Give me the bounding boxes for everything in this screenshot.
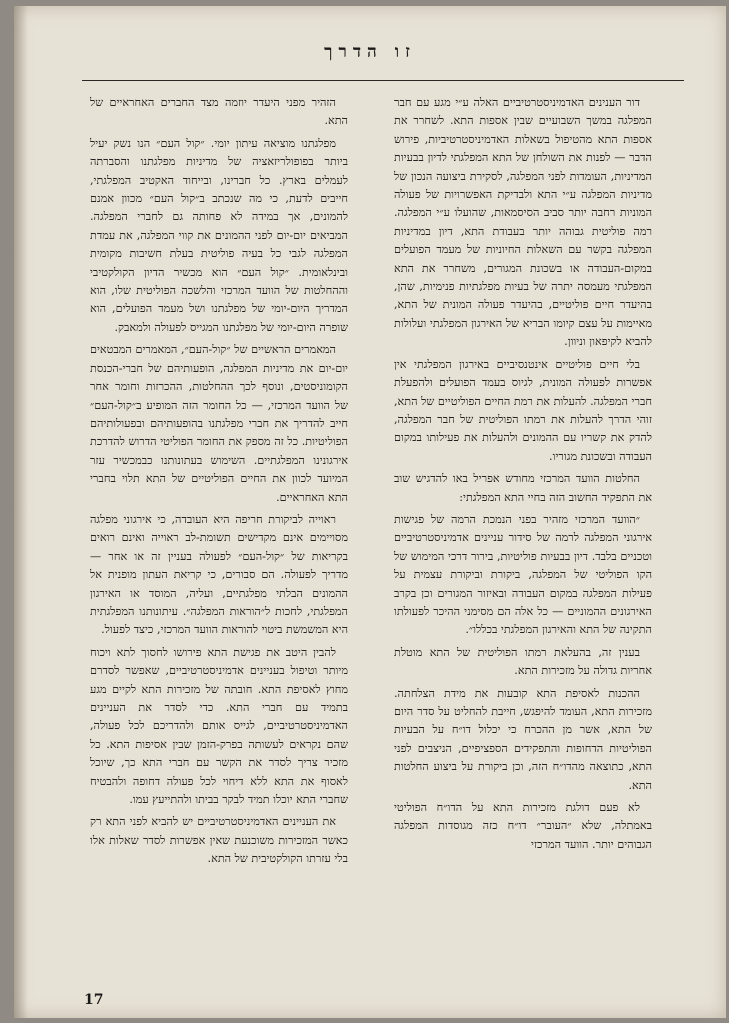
page-header <box>14 42 726 72</box>
paragraph: בלי חיים פוליטיים אינטנסיביים באירגון המפלגתי אין אפשרות לפעולה המונית, לגיוס בעמד הפועלים ולהפעלת חברי המפלגה. להעלות את רמת החיים הפוליטיים של התא, זוהי הדרך להעלות את רמתו הפוליטית של חבר המפלגה, להדק את קשריו עם ההמונים ולהעלות את פעילותו במקום העבודה ובשכונת מגוריו. <box>394 357 652 463</box>
paragraph: החלטות הוועד המרכזי מחודש אפריל באו להדגיש שוב את התפקיד החשוב הזה בחיי התא המפלגתי: <box>394 472 652 504</box>
paragraph: הזהיר מפני היעדר יוזמה מצד החברים האחראיים של התא. <box>90 96 348 128</box>
running-title: זו הדרך <box>324 42 416 62</box>
paragraph: ההכנות לאסיפת התא קובעות את מידת הצלחתה. מזכירות התא, העומד להיפגש, חייבת להחליט על סדר היום של התא, אשר מן ההכרח כי יכלול דו״ח על הבעיות הפוליטיות הדחופות והתפקידים הספציפיים, הניצבים לפני התא, כתוצאה מהדו״ח הזה, וכן ביקורת על ביצוע החלטות התא. <box>394 686 652 792</box>
left-column <box>90 94 348 924</box>
paragraph: לא פעם דולגת מזכירות התא על הדו״ח הפוליטי באמתלה, שלא ״העובר״ דו״ח כזה מגוסדות המפלגה הגבוהים יותר. הוועד המרכזי <box>394 801 652 851</box>
document-page <box>14 6 726 1018</box>
quote-paragraph: ״הוועד המרכזי מזהיר בפני הנמכת הרמה של פגישות אירגוני המפלגה לרמה של סידור עניינים אדמיניסטרטיביים וטכניים בלבד. דיון בבעיות פוליטיות, בירור דרכי המימוש של הקו הפוליטי של המפלגה, ביקורת וביקורת עצמית על פעילות המפלגה במקום העבודה ובאיזור המגורים וכן בקרב האירגונים ההמוניים — כל אלה הם מסימני ההיכר לפעולתו התקינה של התא והאירגון המפלגתי בכללו״. <box>394 512 652 637</box>
header-rule <box>82 80 684 81</box>
paragraph: ראוייה לביקורת חריפה היא העובדה, כי אירגוני מפלגה מסויימים אינם מקדישים תשומת-לב ראוייה ואינם רואים בקריאות של ״קול-העם״ לפעולה בעניין זה או אחר — מדריך לפעולה. הם סבורים, כי קריאת העתון מופנית אל ההמונים הבלתי מפלגתיים, ועליה, המוסד או האירגון המפלגתי, לחכות ל״הוראות המפלגה״. עיתונותנו המפלגתית היא המשמשת ביטוי להוראות הוועד המרכזי, כיצד לפעול. <box>90 512 348 637</box>
page-fold-shadow <box>14 6 28 1018</box>
paragraph: המאמרים הראשיים של ״קול-העם״, המאמרים המבטאים יום-יום את מדיניות המפלגה, הופעותיהם של חברי-הכנסת הקומוניסטים, ונוסף לכך ההחלטות, ההכרזות וחומר אחר של הוועד המרכזי, — כל החומר הזה המופיע ב״קול-העם״ חייב להדריך את חברי מפלגתנו בהופעותיהם ובפעולותיהם הפוליטיות. כל זה מספק את החומר הפוליטי הדרוש להדרכת אירגונינו המפלגתיים. השימוש בעתונותנו כבמכשיר עזר המיועד לכוון את החיים הפוליטיים של התא תלוי בחברי התא האחראיים. <box>90 343 348 504</box>
paragraph: דור הענינים האדמיניסטרטיביים האלה ע״י מגע עם חבר המפלגה במשך השבועיים שבין אספות התא. לשחרר את אספות התא מהטיפול בשאלות האדמיניסטרטיביות, פירוש הדבר — לפנות את השולחן של התא המפלגתי לדיון בבעיות המדיניות, העומדות לפני המפלגה, לסקירת ביצועה הנכון של מדיניות המפלגה ע״י התא ולבדיקת האפשרויות של פעולה המוניות רחבה יותר סביב הסיסמאות, שהועלו ע״י המפלגה. רמה פוליטית גבוהה יותר בעבודת התא, דיון במדיניות המפלגה בקשר עם השאלות החיוניות של מעמד הפועלים במקום-העבודה או בשכונת המגורים, משחרר את התא המפלגתי מעמסה יתרה של בעיות מפלגתיות פנימיות, שהן, בהיעדר חיים פוליטיים, בהיעדר פעולה המונית של התא, מאיימות על עצם קיומו הבריא של האירגון המפלגתי ועלולות להביא לקיפאון וניוון. <box>394 96 652 349</box>
right-column <box>394 94 652 1006</box>
page-number: 17 <box>84 992 104 1008</box>
paragraph: להבין היטב את פגישת התא פירושו לחסוך לתא ויכוח מיותר וטיפול בעניינים אדמיניסטרטיביים, שאפשר לסדרם מחוץ לאסיפת התא. חובתה של מזכירות התא לקיים מגע בתמיד עם חברי התא. כדי לסדר את העניינים האדמיניסטרטיביים, לגייס אותם ולהדריכם לכל פעולה, שהם נקראים לעשותה בפרק-הזמן שבין אסיפות התא. כל מזכיר צריך לסדר את הקשר עם חברי התא כך, שיוכל לאסוף את התא ללא דיחוי לכל פעולה דחופה ולהבטיח שחברי התא יוכלו תמיד לבקר בביתו ולהתייעץ עמו. <box>90 645 348 807</box>
paragraph: מפלגתנו מוציאה עיתון יומי. ״קול העם״ הנו נשק יעיל ביותר בפופולריזאציה של מדיניות מפלגתנו והסברתה לעמלים בארץ. כל חברינו, ובייחוד האקטיב המפלגתי, חייבים לדעת, כי מה שנכתב ב״קול העם״ מכוון אמנם להמונים, אך במידה לא פחותה גם לחברי המפלגה. המביאים יום-יום לפני ההמונים את קווי המפלגה, את עמדת המפלגה לגבי כל בעיה פוליטית בעלת חשיבות מקומית ובינלאומית. ״קול העם״ הוא מכשיר הדיון הקולקטיבי וההחלטות של הוועד המרכזי והלשכה הפוליטית שלו, הוא המדריך היום-יומי של מפלגתנו ושל מעמד הפועלים, הוא שופרה היום-יומי של מפלגתנו המגייס לפעולה ולמאבק. <box>90 136 348 334</box>
paragraph: את העניינים האדמיניסטרטיביים יש להביא לפני התא רק כאשר המזכירות משוכנעת שאין אפשרות לסדר שאלות אלו בלי עזרתו הקולקטיבית של התא. <box>90 815 348 866</box>
paragraph: בענין זה, בהעלאת רמתו הפוליטית של התא מוטלת אחריות גדולה על מזכירות התא. <box>394 645 652 678</box>
